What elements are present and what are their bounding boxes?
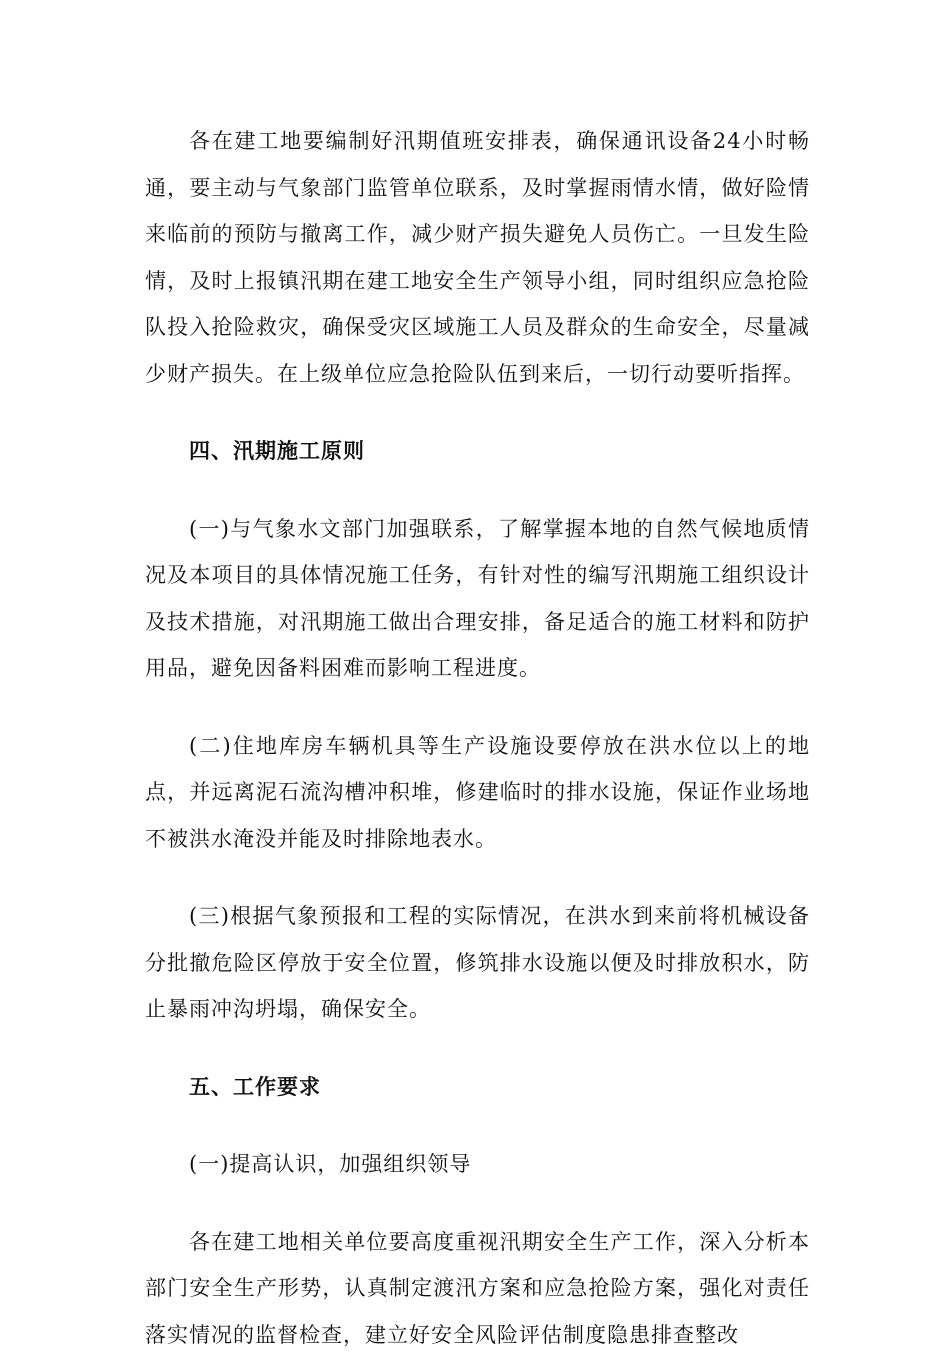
paragraph-principle-1: (一)与气象水文部门加强联系，了解掌握本地的自然气候地质情况及本项目的具体情况施工任务，有针对性的编写汛期施工组织设计及技术措施，对汛期施工做出合理安排，备足适合的施工材料和防护用品，避免因备料困难而影响工程进度。 [145, 506, 810, 692]
document-body [145, 118, 810, 1358]
subheading-raise-awareness: (一)提高认识，加强组织领导 [145, 1141, 810, 1188]
section-heading-flood-construction-principles: 四、汛期施工原则 [145, 428, 810, 475]
paragraph-requirements-1: 各在建工地相关单位要高度重视汛期安全生产工作，深入分析本部门安全生产形势，认真制定渡汛方案和应急抢险方案，强化对责任落实情况的监督检查，建立好安全风险评估制度隐患排查整改 [145, 1219, 810, 1358]
paragraph-duty-roster: 各在建工地要编制好汛期值班安排表，确保通讯设备24小时畅通，要主动与气象部门监管单位联系，及时掌握雨情水情，做好险情来临前的预防与撤离工作，减少财产损失避免人员伤亡。一旦发生险情，及时上报镇汛期在建工地安全生产领导小组，同时组织应急抢险队投入抢险救灾，确保受灾区域施工人员及群众的生命安全，尽量减少财产损失。在上级单位应急抢险队伍到来后，一切行动要听指挥。 [145, 118, 810, 397]
paragraph-principle-2: (二)住地库房车辆机具等生产设施设要停放在洪水位以上的地点，并远离泥石流沟槽冲积堆，修建临时的排水设施，保证作业场地不被洪水淹没并能及时排除地表水。 [145, 723, 810, 863]
section-heading-work-requirements: 五、工作要求 [145, 1064, 810, 1111]
paragraph-principle-3: (三)根据气象预报和工程的实际情况，在洪水到来前将机械设备分批撤危险区停放于安全位置，修筑排水设施以便及时排放积水，防止暴雨冲沟坍塌，确保安全。 [145, 893, 810, 1033]
